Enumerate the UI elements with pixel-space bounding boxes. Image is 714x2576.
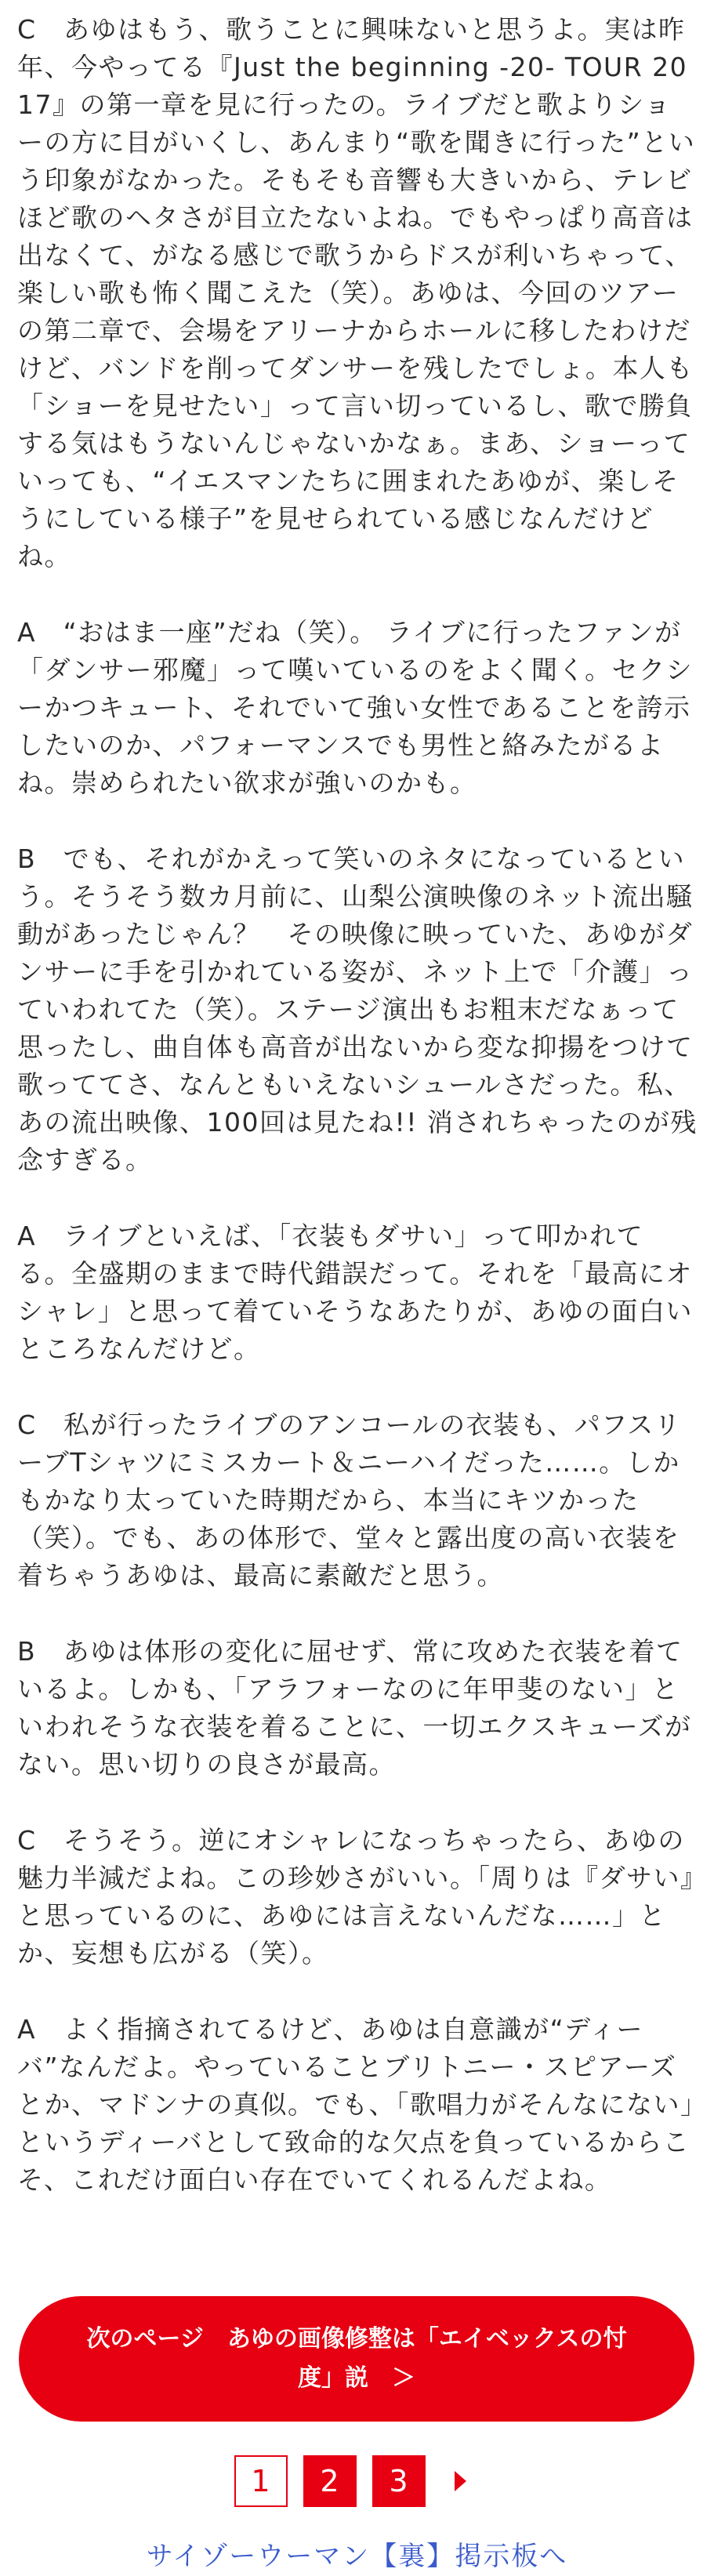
article-paragraph: B あゆは体形の変化に屈せず、常に攻めた衣装を着ているよ。しかも、「アラフォーなのに年甲斐のない」といわれそうな衣装を着ることに、一切エクスキューズがない。思い切りの良さが最高。 bbox=[17, 1636, 692, 1780]
article-paragraph: C 私が行ったライブのアンコールの衣装も、パフスリーブTシャツにミスカート＆ニーハイだった……。しかもかなり太っていた時期だから、本当にキツかった（笑）。でも、あの体形で、堂々と露出度の高い衣装を着ちゃうあゆは、最高に素敵だと思う。 bbox=[17, 1410, 682, 1591]
next-page-label: 次のページ あゆの画像修整は「エイベックスの忖度」説 ＞ bbox=[86, 2325, 627, 2392]
page-1-link[interactable]: 1 bbox=[234, 2455, 288, 2507]
page-2-link[interactable]: 2 bbox=[303, 2455, 357, 2507]
chevron-right-icon bbox=[455, 2471, 466, 2491]
article-paragraph: A よく指摘されてるけど、あゆは自意識が“ディーバ”なんだよ。やっていることブリトニー・スピアーズとか、マドンナの真似。でも、「歌唱力がそんなにない」というディーバとして致命的な欠点を負っているからこそ、これだけ面白い存在でいてくれるんだよね。 bbox=[17, 2014, 694, 2195]
forum-link[interactable]: サイゾーウーマン【裏】掲示板へ bbox=[146, 2541, 568, 2572]
pagination bbox=[0, 2453, 714, 2509]
next-page-button[interactable] bbox=[19, 2296, 694, 2422]
page-3-link[interactable]: 3 bbox=[372, 2455, 426, 2507]
article-paragraph: B でも、それがかえって笑いのネタになっているという。そうそう数カ月前に、山梨公演映像のネット流出騒動があったじゃん？ その映像に映っていた、あゆがダンサーに手を引かれている姿が、ネット上で「介護」っていわれてた（笑）。ステージ演出もお粗末だなぁって思ったし、曲自体も高音が出ないから変な抑揚をつけて歌っててさ、なんともいえないシュールさだった。私、あの流出映像、100回は見たね!! 消されちゃったのが残念すぎる。 bbox=[17, 844, 698, 1175]
article-paragraph: A ライブといえば、「衣装もダサい」って叩かれてる。全盛期のままで時代錯誤だって。それを「最高にオシャレ」と思って着ていそうなあたりが、あゆの面白いところなんだけど。 bbox=[17, 1221, 693, 1364]
next-page-arrow[interactable] bbox=[441, 2455, 480, 2507]
article-body bbox=[17, 11, 698, 2237]
article-paragraph: C あゆはもう、歌うことに興味ないと思うよ。実は昨年、今やってる『Just the beginning -20- TOUR 2017』の第一章を見に行ったの。ライブだと歌よりショーの方に目がいくし、あんまり“歌を聞きに行った”という印象がなかった。そもそも音響も大きいから、テレビほど歌のヘタさが目立たないよね。でもやっぱり高音は出なくて、がなる感じで歌うからドスが利いちゃって、楽しい歌も怖く聞こえた（笑）。あゆは、今回のツアーの第二章で、会場をアリーナからホールに移したわけだけど、バンドを削ってダンサーを残したでしょ。本人も「ショーを見せたい」って言い切っているし、歌で勝負する気はもうないんじゃないかなぁ。まあ、ショーっていっても、“イエスマンたちに囲まれたあゆが、楽しそうにしている様子”を見せられている感じなんだけどね。 bbox=[17, 14, 696, 571]
article-paragraph: A “おはま一座”だね（笑）。 ライブに行ったファンが「ダンサー邪魔」って嘆いているのをよく聞く。セクシーかつキュート、それでいて強い女性であることを誇示したいのか、パフォーマンスでも男性と絡みたがるよね。崇められたい欲求が強いのかも。 bbox=[17, 617, 694, 798]
article-paragraph: C そうそう。逆にオシャレになっちゃったら、あゆの魅力半減だよね。この珍妙さがいい。「周りは『ダサい』と思っているのに、あゆには言えないんだな……」とか、妄想も広がる（笑）。 bbox=[17, 1825, 694, 1968]
